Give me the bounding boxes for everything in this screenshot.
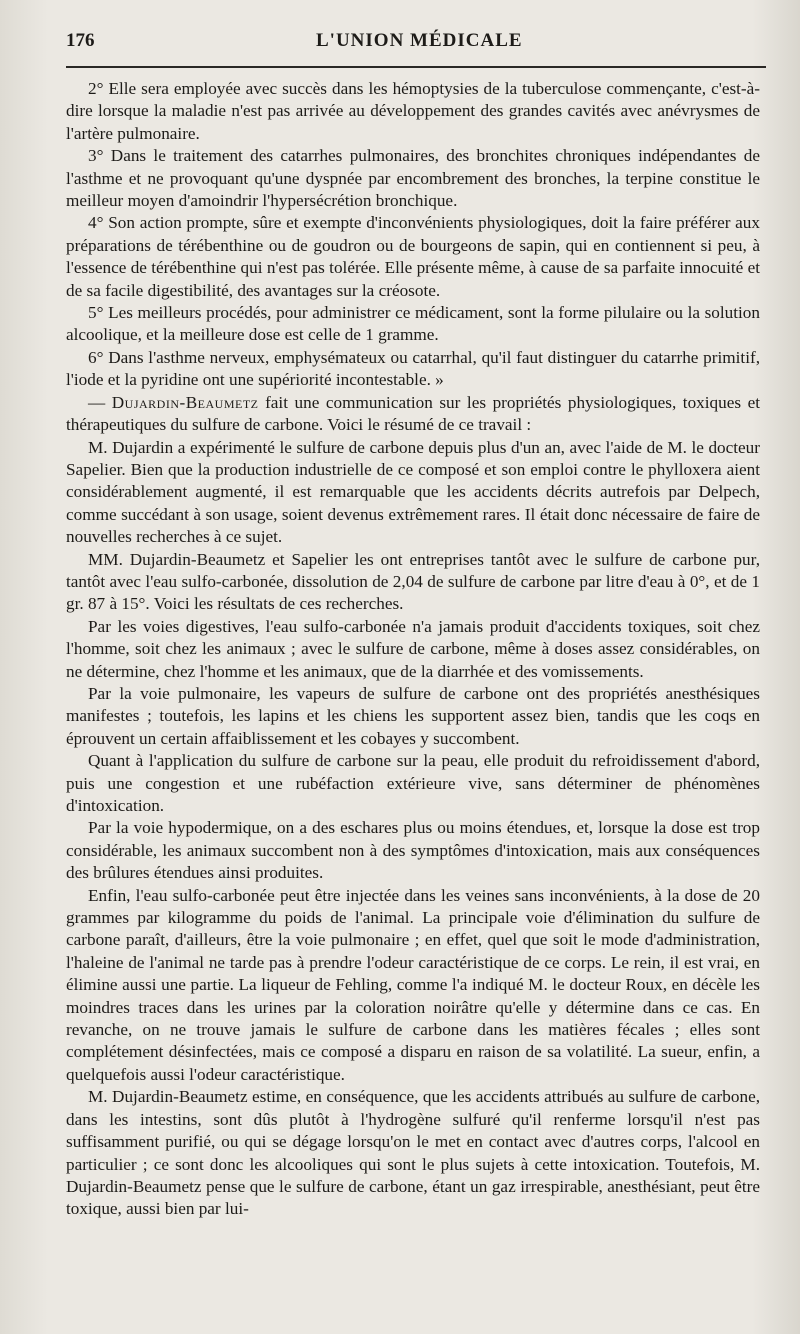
article-body [66,78,760,1221]
paragraph: Par la voie hypodermique, on a des eschares plus ou moins étendues, et, lorsque la dose est trop considérable, les animaux succombent non à des symptômes d'intoxication, mais aux conséquences des brûlures étendues ainsi produites. [66,818,760,883]
header-rule [66,66,766,68]
author-name: Dujardin-Beaumetz [111,392,259,412]
paragraph: Enfin, l'eau sulfo-carbonée peut être injectée dans les veines sans inconvénients, à la dose de 20 grammes par kilogramme du poids de l'animal. La principale voie d'élimination du sulfure de carbone paraît, d'ailleurs, être la voie pulmonaire ; en effet, quel que soit le mode d'administration, l'haleine de l'animal ne tarde pas à prendre l'odeur caractéristique de ce corps. Le rein, il est vrai, en élimine aussi une partie. La liqueur de Fehling, comme l'a indiqué M. le docteur Roux, en décèle les moindres traces dans les urines par la coloration noirâtre qu'elle y détermine dans ce cas. En revanche, on ne trouve jamais le sulfure de carbone dans les matières fécales ; elles sont complétement désinfectées, mais ce composé a disparu en raison de sa volatilité. La sueur, enfin, a quelquefois aussi l'odeur caractéristique. [66,885,760,1084]
journal-title: L'UNION MÉDICALE [316,30,523,51]
paragraph: 3° Dans le traitement des catarrhes pulmonaires, des bronchites chroniques indépendantes de l'asthme et ne provoquant qu'une dyspnée par encombrement des bronches, la terpine constitue le meilleur moyen d'amoindrir l'hypersécrétion bronchique. [66,146,760,211]
paragraph: 4° Son action prompte, sûre et exempte d'inconvénients physiologiques, doit la faire préférer aux préparations de térébenthine ou de goudron ou de bourgeons de sapin, qui en contiennent si peu, à l'essence de térébenthine qui n'est pas tolérée. Elle présente même, à cause de sa parfaite innocuité et de sa facile digestibilité, des avantages sur la créosote. [66,213,760,300]
paragraph: Par les voies digestives, l'eau sulfo-carbonée n'a jamais produit d'accidents toxiques, soit chez l'homme, soit chez les animaux ; avec le sulfure de carbone, même à doses assez considérables, on ne détermine, chez l'homme et les animaux, que de la diarrhée et des vomissements. [66,616,760,681]
paragraph: 6° Dans l'asthme nerveux, emphysémateux ou catarrhal, qu'il faut distinguer du catarrhe primitif, l'iode et la pyridine ont une supériorité incontestable. » [66,347,760,390]
paragraph: 2° Elle sera employée avec succès dans les hémoptysies de la tuberculose commençante, c'est-à-dire lorsque la maladie n'est pas arrivée au développement des grandes cavités avec anévrysmes de l'artère pulmonaire. [66,79,760,143]
page-header [66,30,760,58]
dash: — [88,392,112,412]
paragraph: M. Dujardin-Beaumetz estime, en conséquence, que les accidents attribués au sulfure de carbone, dans les intestins, sont dûs plutôt à l'hydrogène sulfuré qu'il renferme lorsqu'il n'est pas suffisamment purifié, ou qui se dégage lorsqu'on le met en contact avec d'autres corps, l'alcool en particulier ; ce sont donc les alcooliques qui sont le plus sujets à cette intoxication. Toutefois, M. Dujardin-Beaumetz pense que le sulfure de carbone, étant un gaz irrespirable, anesthésiant, peut être toxique, aussi bien par lui- [66,1087,760,1219]
paragraph [66,392,760,437]
paragraph: MM. Dujardin-Beaumetz et Sapelier les ont entreprises tantôt avec le sulfure de carbone pur, tantôt avec l'eau sulfo-carbonée, dissolution de 2,04 de sulfure de carbone par litre d'eau à 0°, et de 1 gr. 87 à 15°. Voici les résultats de ces recherches. [66,549,760,614]
paragraph: M. Dujardin a expérimenté le sulfure de carbone depuis plus d'un an, avec l'aide de M. le docteur Sapelier. Bien que la production industrielle de ce composé et son emploi contre le phylloxera aient considérablement augmenté, il est remarquable que les accidents décrits autrefois par Delpech, comme succédant à son usage, soient devenus extrêmement rares. Il était donc nécessaire de faire de nouvelles recherches à ce sujet. [66,437,760,547]
paragraph-text: fait une communication sur les propriétés physiologiques, toxiques et thérapeutiques du sulfure de carbone. Voici le résumé de ce travail : [66,392,760,435]
paragraph: Quant à l'application du sulfure de carbone sur la peau, elle produit du refroidissement d'abord, puis une congestion et une rubéfaction extérieure vive, sans déterminer de phénomènes d'intoxication. [66,751,760,815]
paragraph: Par la voie pulmonaire, les vapeurs de sulfure de carbone ont des propriétés anesthésiques manifestes ; toutefois, les lapins et les chiens les supportent assez bien, tandis que les coqs en éprouvent un certain affaiblissement et les cobayes y succombent. [66,683,760,748]
page-number: 176 [66,30,95,51]
paragraph: 5° Les meilleurs procédés, pour administrer ce médicament, sont la forme pilulaire ou la solution alcoolique, et la meilleure dose est celle de 1 gramme. [66,303,760,345]
